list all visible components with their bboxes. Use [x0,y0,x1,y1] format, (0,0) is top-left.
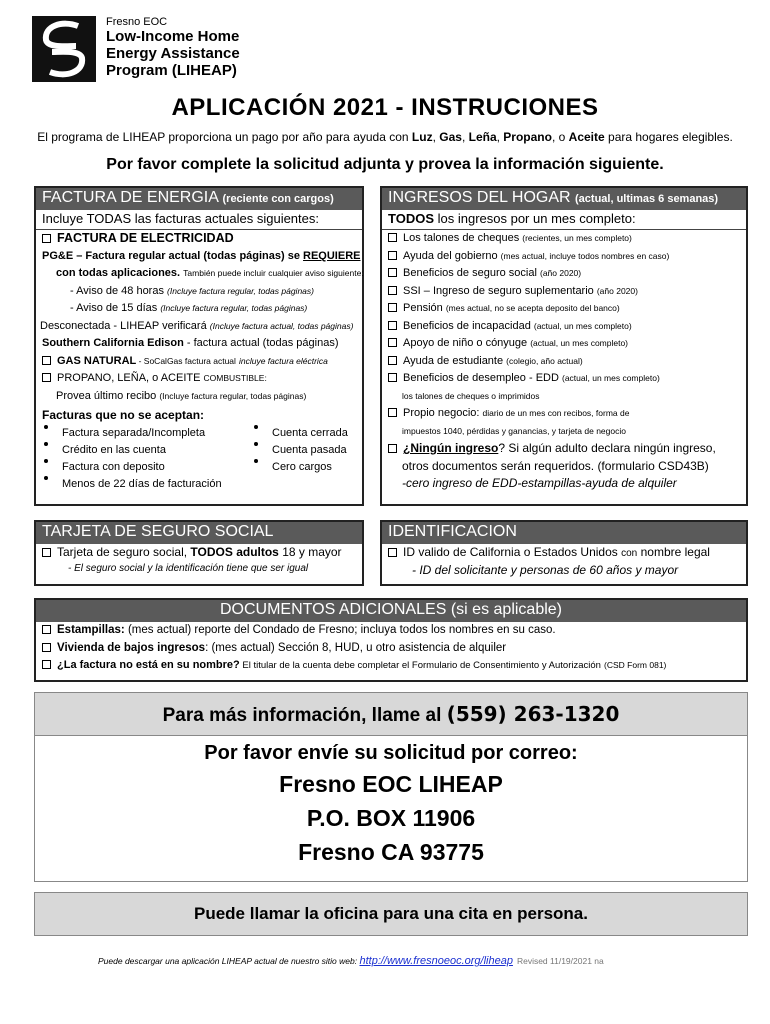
office-banner: Puede llamar la oficina para una cita en persona. [34,892,748,936]
social-security-header: TARJETA DE SEGURO SOCIAL [36,522,362,544]
income-checkbox-row[interactable] [382,353,746,371]
checkbox[interactable] [42,356,51,365]
income-item-note: (mes actual, no se acepta deposito del banco) [445,303,620,313]
gas-note: incluye factura eléctrica [238,355,328,366]
not-accepted-item [36,442,246,459]
food-stamps-label: Estampillas: [57,624,125,636]
checkbox[interactable] [388,268,397,277]
income-sub-bold: TODOS [388,211,434,226]
energy-bill-header [36,188,362,210]
ssn-bold: TODOS adultos [190,545,279,559]
aviso-48-line [36,283,362,301]
no-income-line-3: -cero ingreso de EDD-estampillas-ayuda de alquiler [402,476,677,490]
checkbox-row-housing[interactable] [36,640,746,658]
income-checkbox-row[interactable] [382,370,746,388]
aviso-15-line [36,300,362,318]
address-line-1: Fresno EOC LIHEAP [279,771,503,797]
not-accepted-label: Factura separada/Incompleta [62,426,206,439]
pge-line-2 [36,265,362,283]
identification-header: IDENTIFICACION [382,522,746,544]
income-checkbox-row[interactable] [382,318,746,336]
phone-banner [34,692,748,736]
bullet-icon [254,442,258,446]
energy-bill-title: FACTURA DE ENERGIA [42,189,219,206]
income-sub-rest: los ingresos por un mes completo: [434,211,636,226]
not-accepted-item [36,425,246,442]
intro-pre: El programa de LIHEAP proporciona un pago por año para ayuda con [37,130,412,144]
self-employed-note-2: impuestos 1040, pérdidas y ganancias, y tarjeta de negocio [402,425,626,436]
additional-documents-header: DOCUMENTOS ADICIONALES (si es aplicable) [36,600,746,622]
not-accepted-label: Crédito en las cuenta [62,443,166,456]
identification-section [380,520,748,586]
food-stamps-text: (mes actual) reporte del Condado de Fresno; incluya todos los nombres en su caso. [124,624,556,636]
phone-number[interactable]: (559) 263-1320 [446,702,620,726]
bullet-icon [44,425,48,429]
aviso-48: - Aviso de 48 horas [70,284,164,297]
income-item-label: SSI – Ingreso de seguro suplementario [403,284,594,297]
income-item-label: Los talones de cheques [403,232,520,244]
not-your-name-text: El titular de la cuenta debe completar el Formulario de Consentimiento y Autorización [239,660,601,671]
income-item-label: Ayuda del gobierno [403,249,498,262]
sce-text: - factura actual (todas páginas) [183,337,339,349]
id-text: ID valido de California o Estados Unidos [403,545,618,559]
intro-aceite: Aceite [568,130,605,144]
id-note: - ID del solicitante y personas de 60 años y mayor [412,562,679,577]
income-item-label: Ayuda de estudiante [403,354,504,367]
ssn-text: Tarjeta de seguro social, [57,545,191,559]
checkbox-row-no-income[interactable] [382,440,746,458]
checkbox[interactable] [388,338,397,347]
checkbox[interactable] [42,234,51,243]
not-accepted-item [246,425,348,442]
pge-note: También puede incluir cualquier aviso siguiente: [183,268,364,278]
income-header [382,188,746,210]
revised-date: Revised 11/19/2021 na [516,956,604,966]
checkbox-row-self-employed[interactable] [382,405,746,423]
fresno-eoc-logo [32,16,96,82]
income-subheader [382,210,746,230]
bullet-icon [254,425,258,429]
checkbox[interactable] [388,373,397,382]
subheading: Por favor complete la solicitud adjunta y provea la información siguiente. [106,156,664,173]
phone-label: Para más información, llame al [162,705,447,726]
no-income-label: ¿Ningún ingreso [403,441,499,455]
intro-text: El programa de LIHEAP proporciona un pago por año para ayuda con Luz, Gas, Leña, Propano, o Aceite para hogares elegibles. [37,130,733,144]
disconnected-note: (Incluye factura actual, todas páginas) [209,320,354,331]
edd-continued-text: los talones de cheques o imprimidos [402,390,540,401]
not-accepted-label: Factura con deposito [62,460,165,473]
income-item-note: (mes actual, incluye todos nombres en caso) [500,250,670,261]
org-line-3: Energy Assistance [106,45,240,62]
intro-lena: Leña [468,130,497,144]
page-title: APLICACIÓN 2021 - INSTRUCIONES [171,94,599,121]
not-accepted-item [246,442,348,459]
no-income-text: ? Si algún adulto declara ningún ingreso, [498,441,716,455]
aviso-15: - Aviso de 15 días [70,302,158,314]
income-checkbox-row[interactable] [382,283,746,301]
provea-note: (Incluye factura regular, todas páginas) [159,390,307,401]
income-item-note: (colegio, año actual) [506,355,583,366]
bullet-icon [44,476,48,480]
not-accepted-lists [36,425,362,493]
id-text-2: nombre legal [640,545,710,559]
housing-text: : (mes actual) Sección 8, HUD, u otro asistencia de alquiler [205,641,507,654]
income-checkbox-row[interactable] [382,265,746,283]
checkbox[interactable] [388,303,397,312]
provea-text: Provea último recibo [56,389,157,402]
org-line-1: Fresno EOC [106,16,168,28]
aviso-48-note: (Incluye factura regular, todas páginas) [167,285,314,296]
income-list [382,230,746,388]
intro-luz: Luz [411,130,433,144]
propane-label: PROPANO, LEÑA, o ACEITE [57,372,201,384]
income-item-note: (año 2020) [596,285,638,296]
income-item-note: (actual, un mes completo) [533,320,632,331]
pge-text-2: con todas aplicaciones. [56,267,181,279]
checkbox-row-food-stamps[interactable] [36,622,746,640]
intro-propano: Propano [503,130,552,144]
self-employed-note: diario de un mes con recibos, forma de [482,408,630,418]
income-title-note: (actual, ultimas 6 semanas) [575,193,719,205]
income-checkbox-row[interactable] [382,300,746,318]
footer-text: Puede descargar una aplicación LIHEAP actual de nuestro sitio web: [98,956,358,966]
checkbox-row-not-your-name[interactable] [36,657,746,675]
income-item-note: (recientes, un mes completo) [522,233,632,243]
pge-line [36,248,362,266]
mailing-section [34,736,748,882]
income-item-label: Beneficios de incapacidad [403,319,531,332]
not-accepted-label: Cuenta pasada [272,443,347,456]
checkbox[interactable] [388,233,397,242]
disconnected-text: Desconectada - LIHEAP verificará [40,319,207,332]
checkbox[interactable] [388,548,397,557]
energy-bill-section [34,186,364,506]
sce-line [36,335,362,353]
income-item-label: Apoyo de niño o cónyuge [403,337,528,349]
income-item-note: (actual, un mes completo) [530,338,629,348]
housing-label: Vivienda de bajos ingresos [57,641,206,654]
checkbox[interactable] [42,643,51,652]
checkbox[interactable] [42,373,51,382]
not-accepted-label: Cuenta cerrada [272,426,348,439]
aviso-15-note: (Incluye factura regular, todas páginas) [160,303,308,313]
bullet-icon [44,442,48,446]
checkbox[interactable] [388,356,397,365]
checkbox[interactable] [388,408,397,417]
propane-note: COMBUSTIBLE: [203,373,267,383]
electricity-label: FACTURA DE ELECTRICIDAD [57,231,234,245]
not-your-name-form: (CSD Form 081) [604,660,667,670]
additional-documents-section [34,598,748,682]
not-accepted-left [36,425,246,493]
provea-line [36,388,362,406]
ssn-note: - El seguro social y la identificación tiene que ser igual [68,562,309,574]
checkbox-row-ssn[interactable] [36,544,362,562]
income-item-note: (año 2020) [539,268,582,278]
pge-text: PG&E – Factura regular actual (todas páginas) se [42,249,304,262]
not-accepted-item [36,476,246,493]
checkbox-row-electricity[interactable] [36,230,362,248]
intro-gas: Gas [439,130,462,144]
checkbox-row-id[interactable] [382,544,746,563]
checkbox[interactable] [388,251,397,260]
income-checkbox-row[interactable] [382,248,746,266]
edd-continued [382,388,746,406]
self-employed-label: Propio negocio: [403,407,480,419]
income-item-label: Beneficios de desempleo - EDD [403,372,559,384]
checkbox[interactable] [42,548,51,557]
checkbox[interactable] [388,286,397,295]
bullet-icon [44,459,48,463]
income-checkbox-row[interactable] [382,230,746,248]
intro-post: para hogares elegibles. [604,130,733,144]
org-line-2: Low-Income Home [106,28,240,45]
disconnected-line [36,318,362,336]
id-small: con [621,548,638,559]
checkbox[interactable] [388,444,397,453]
checkbox-row-gas[interactable] [36,353,362,371]
ssn-text-2: 18 y mayor [278,545,342,559]
income-title: INGRESOS DEL HOGAR [388,189,571,206]
address-line-2: P.O. BOX 11906 [306,805,476,831]
income-item-label: Pensión [403,302,443,314]
website-link[interactable]: http://www.fresnoeoc.org/liheap [359,955,513,967]
not-accepted-label: Cero cargos [272,460,332,473]
income-item-note: (actual, un mes completo) [561,373,660,383]
not-accepted-heading: Facturas que no se aceptan: [42,408,205,422]
no-income-line-2: otros documentos serán requeridos. (formulario CSD43B) [402,458,709,473]
footer [98,955,604,967]
income-item-label: Beneficios de seguro social [403,267,537,279]
sce-name: Southern California Edison [42,337,184,349]
social-security-section [34,520,364,586]
gas-text: - SoCalGas factura actual [136,355,236,366]
household-income-section [380,186,748,506]
income-checkbox-row[interactable] [382,335,746,353]
self-employed-line-2 [382,423,746,441]
energy-bill-title-note: (reciente con cargos) [222,193,334,205]
organization-name [106,16,240,79]
not-accepted-item [36,459,246,476]
bullet-icon [254,459,258,463]
mail-heading: Por favor envíe su solicitud por correo: [204,742,578,764]
checkbox-row-propane[interactable] [36,370,362,388]
pge-required: REQUIERE [303,249,361,262]
intro-o: , o [551,130,569,144]
checkbox[interactable] [388,321,397,330]
gas-label: GAS NATURAL [57,354,137,367]
energy-bill-subheader: Incluye TODAS las facturas actuales siguientes: [36,210,362,230]
not-accepted-label: Menos de 22 días de facturación [62,477,222,490]
org-line-4: Program (LIHEAP) [106,62,237,79]
checkbox[interactable] [42,625,51,634]
address-line-3: Fresno CA 93775 [298,839,484,865]
not-accepted-right [246,425,348,493]
checkbox[interactable] [42,660,51,669]
not-accepted-item [246,459,348,476]
not-your-name-label: ¿La factura no está en su nombre? [57,659,240,671]
